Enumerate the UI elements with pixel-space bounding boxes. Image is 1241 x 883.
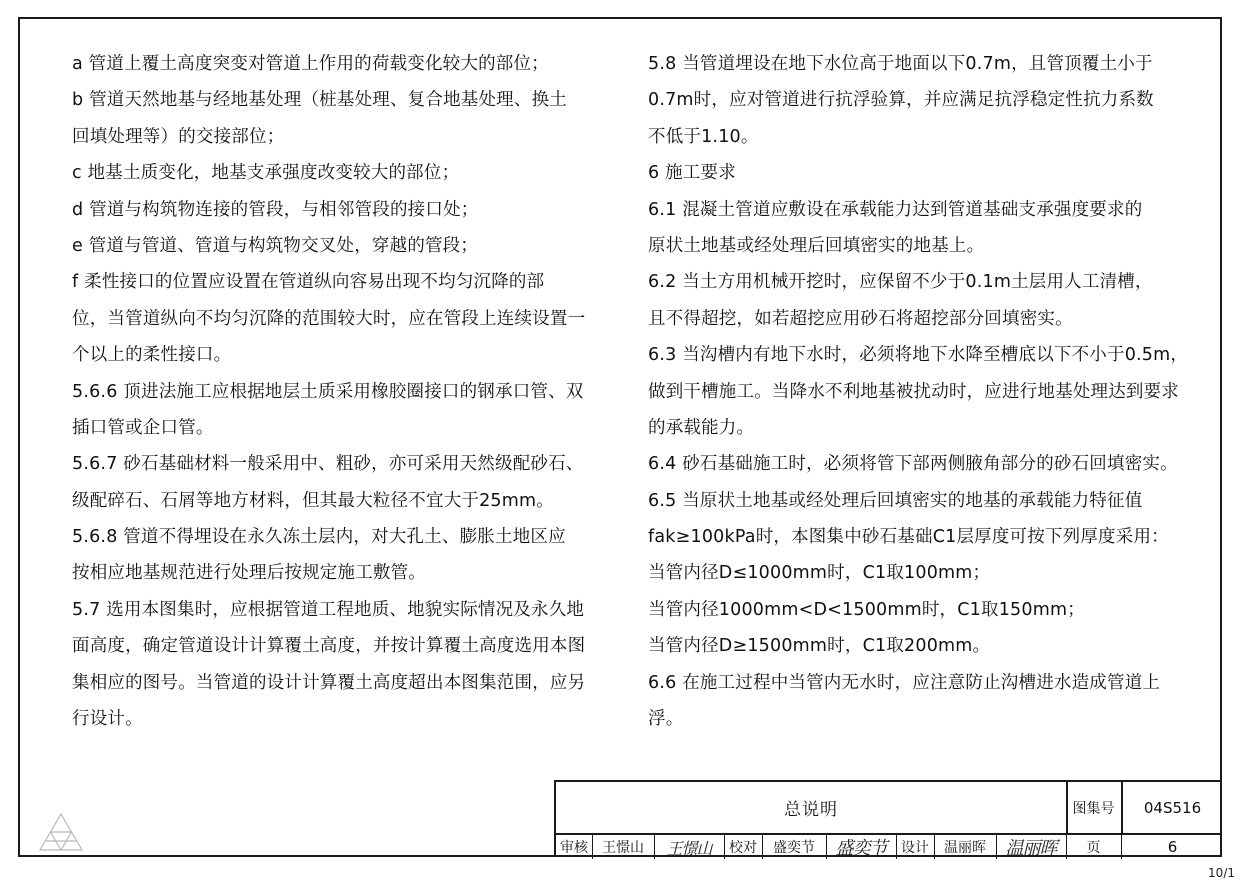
text-line: 行设计。 xyxy=(72,709,143,730)
text-line: 且不得超挖，如若超挖应用砂石将超挖部分回填密实。 xyxy=(648,308,1073,329)
text-line: 0.7m时，应对管道进行抗浮验算，并应满足抗浮稳定性抗力系数 xyxy=(648,90,1154,111)
text-line: 浮。 xyxy=(648,709,684,730)
text-line: 位，当管道纵向不均匀沉降的范围较大时，应在管段上连续设置一 xyxy=(72,308,586,329)
text-line: 6.6 在施工过程中当管内无水时，应注意防止沟槽进水造成管道上 xyxy=(648,672,1161,693)
text-line: 6.2 当土方用机械开挖时，应保留不少于0.1m土层用人工清槽， xyxy=(648,272,1153,293)
text-line: 按相应地基规范进行处理后按规定施工敷管。 xyxy=(72,563,426,584)
atlas-number-label: 图集号 xyxy=(1072,800,1115,817)
text-line: d 管道与构筑物连接的管段，与相邻管段的接口处； xyxy=(72,199,479,220)
text-line: b 管道天然地基与经地基处理（桩基处理、复合地基处理、换土 xyxy=(72,90,567,111)
text-line: 当管内径D≤1000mm时，C1取100mm； xyxy=(648,563,991,584)
text-line: 5.6.8 管道不得埋设在永久冻土层内，对大孔土、膨胀土地区应 xyxy=(72,527,566,548)
text-line: a 管道上覆土高度突变对管道上作用的荷载变化较大的部位； xyxy=(72,54,549,74)
page-label: 页 xyxy=(1086,840,1101,856)
designer-signature: 温丽晖 xyxy=(1005,838,1057,859)
check-label: 校对 xyxy=(729,840,757,856)
text-line: c 地基土质变化，地基支承强度改变较大的部位； xyxy=(72,163,460,184)
review-label: 审核 xyxy=(560,840,588,856)
reviewer-signature: 王憬山 xyxy=(666,838,712,858)
text-line: 个以上的柔性接口。 xyxy=(72,345,232,366)
right-column xyxy=(648,46,1188,737)
text-line: 5.7 选用本图集时，应根据管道工程地质、地貌实际情况及永久地 xyxy=(72,599,585,620)
reviewer-name: 王憬山 xyxy=(602,840,644,856)
text-line: 原状土地基或经处理后回填密实的地基上。 xyxy=(648,235,985,256)
text-line: 5.6.7 砂石基础材料一般采用中、粗砂，亦可采用天然级配砂石、 xyxy=(72,454,584,475)
text-line: 6.5 当原状土地基或经处理后回填密实的地基的承载能力特征值 xyxy=(648,490,1143,511)
text-line: f 柔性接口的位置应设置在管道纵向容易出现不均匀沉降的部 xyxy=(72,272,545,293)
text-line: 当管内径1000mm<D<1500mm时，C1取150mm； xyxy=(648,599,1085,620)
text-line: 6.4 砂石基础施工时，必须将管下部两侧腋角部分的砂石回填密实。 xyxy=(648,454,1178,475)
text-line: 回填处理等）的交接部位； xyxy=(72,126,285,147)
text-line: 集相应的图号。当管道的设计计算覆土高度超出本图集范围，应另 xyxy=(72,672,586,693)
text-line: e 管道与管道、管道与构筑物交叉处，穿越的管段； xyxy=(72,235,479,256)
text-line: fak≥100kPa时，本图集中砂石基础C1层厚度可按下列厚度采用： xyxy=(648,527,1169,548)
text-line: 的承载能力。 xyxy=(648,417,755,438)
text-line: 5.8 当管道埋设在地下水位高于地面以下0.7m，且管顶覆土小于 xyxy=(648,54,1153,74)
checker-signature: 盛奕节 xyxy=(835,838,887,859)
drawing-title: 总说明 xyxy=(556,782,1068,833)
checker-name: 盛奕节 xyxy=(773,840,815,856)
text-line: 级配碎石、石屑等地方材料，但其最大粒径不宜大于25mm。 xyxy=(72,490,554,511)
text-line: 面高度，确定管道设计计算覆土高度，并按计算覆土高度选用本图 xyxy=(72,636,586,657)
design-label: 设计 xyxy=(901,840,929,856)
text-line: 不低于1.10。 xyxy=(648,126,759,147)
text-line: 当管内径D≥1500mm时，C1取200mm。 xyxy=(648,636,991,657)
atlas-number: 04S516 xyxy=(1143,798,1202,817)
section-heading: 6 施工要求 xyxy=(648,163,736,184)
page-number: 6 xyxy=(1167,838,1178,856)
publisher-logo-icon xyxy=(38,812,84,852)
sheet-counter: 10/1 xyxy=(1208,866,1235,880)
title-block xyxy=(554,780,1222,857)
text-line: 5.6.6 顶进法施工应根据地层土质采用橡胶圈接口的钢承口管、双 xyxy=(72,381,584,402)
text-line: 做到干槽施工。当降水不利地基被扰动时，应进行地基处理达到要求 xyxy=(648,381,1179,402)
text-line: 插口管或企口管。 xyxy=(72,417,214,438)
left-column xyxy=(72,46,592,737)
text-line: 6.3 当沟槽内有地下水时，必须将地下水降至槽底以下不小于0.5m， xyxy=(648,345,1189,366)
text-line: 6.1 混凝土管道应敷设在承载能力达到管道基础支承强度要求的 xyxy=(648,199,1143,220)
designer-name: 温丽晖 xyxy=(944,840,986,856)
divider xyxy=(1121,833,1122,859)
